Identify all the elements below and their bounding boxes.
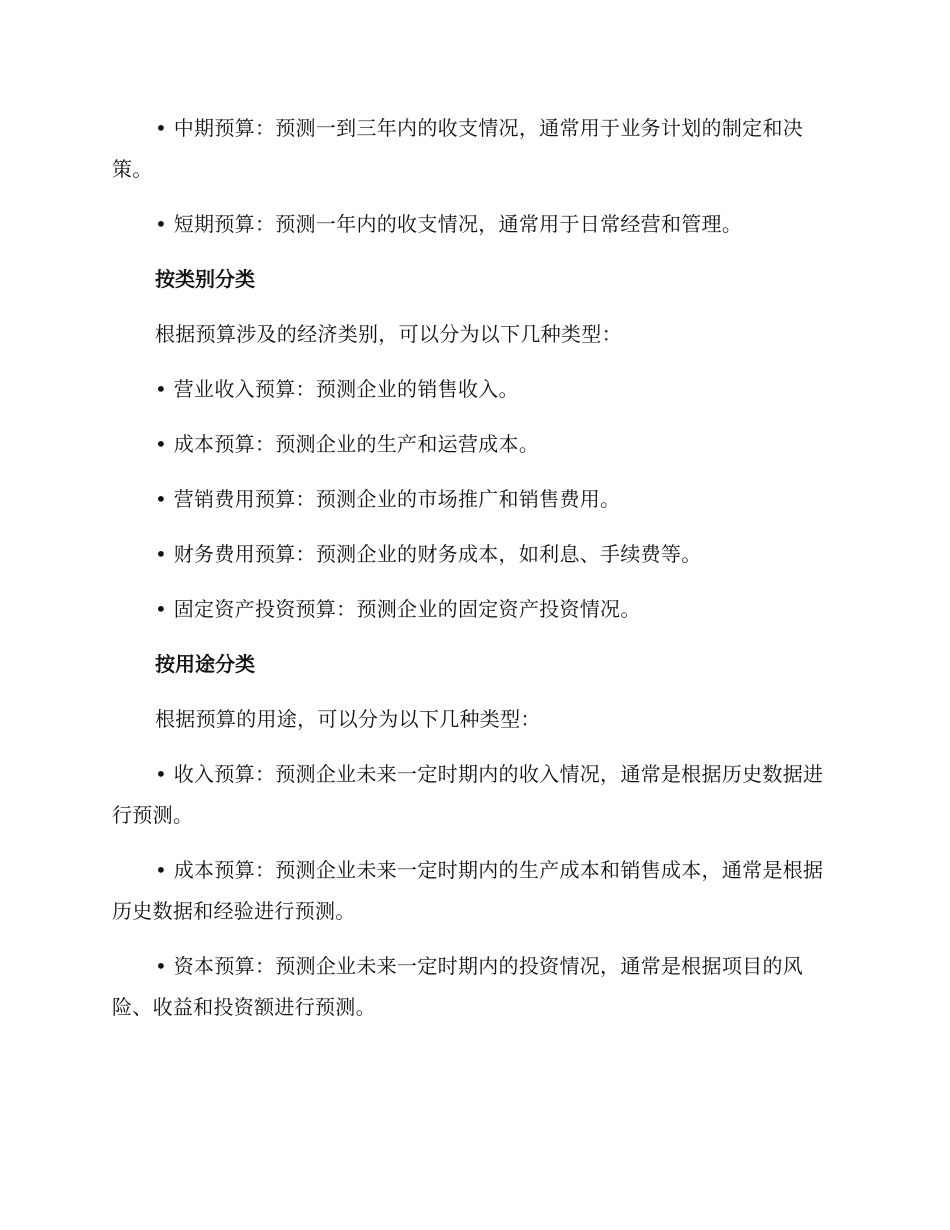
- section-heading: 按类别分类: [155, 267, 255, 291]
- bullet-paragraph: • 财务费用预算：预测企业的财务成本，如利息、手续费等。: [155, 542, 702, 566]
- section-heading: 按用途分类: [155, 652, 255, 676]
- document-body: [112, 108, 824, 1042]
- bullet-paragraph: • 营销费用预算：预测企业的市场推广和销售费用。: [155, 487, 621, 511]
- bullet-paragraph: • 资本预算：预测企业未来一定时期内的投资情况，通常是根据项目的风险、收益和投资额进行预测。: [112, 954, 804, 1019]
- bullet-paragraph: • 中期预算：预测一到三年内的收支情况，通常用于业务计划的制定和决策。: [112, 116, 804, 181]
- bullet-paragraph: • 营业收入预算：预测企业的销售收入。: [155, 377, 519, 401]
- bullet-paragraph: • 成本预算：预测企业未来一定时期内的生产成本和销售成本，通常是根据历史数据和经验进行预测。: [112, 858, 824, 923]
- bullet-paragraph: • 短期预算：预测一年内的收支情况，通常用于日常经营和管理。: [155, 212, 743, 236]
- intro-paragraph: 根据预算涉及的经济类别，可以分为以下几种类型：: [155, 322, 622, 346]
- bullet-paragraph: • 成本预算：预测企业的生产和运营成本。: [155, 432, 540, 456]
- intro-paragraph: 根据预算的用途，可以分为以下几种类型：: [155, 707, 541, 731]
- bullet-paragraph: • 固定资产投资预算：预测企业的固定资产投资情况。: [155, 597, 641, 621]
- bullet-paragraph: • 收入预算：预测企业未来一定时期内的收入情况，通常是根据历史数据进行预测。: [112, 762, 824, 827]
